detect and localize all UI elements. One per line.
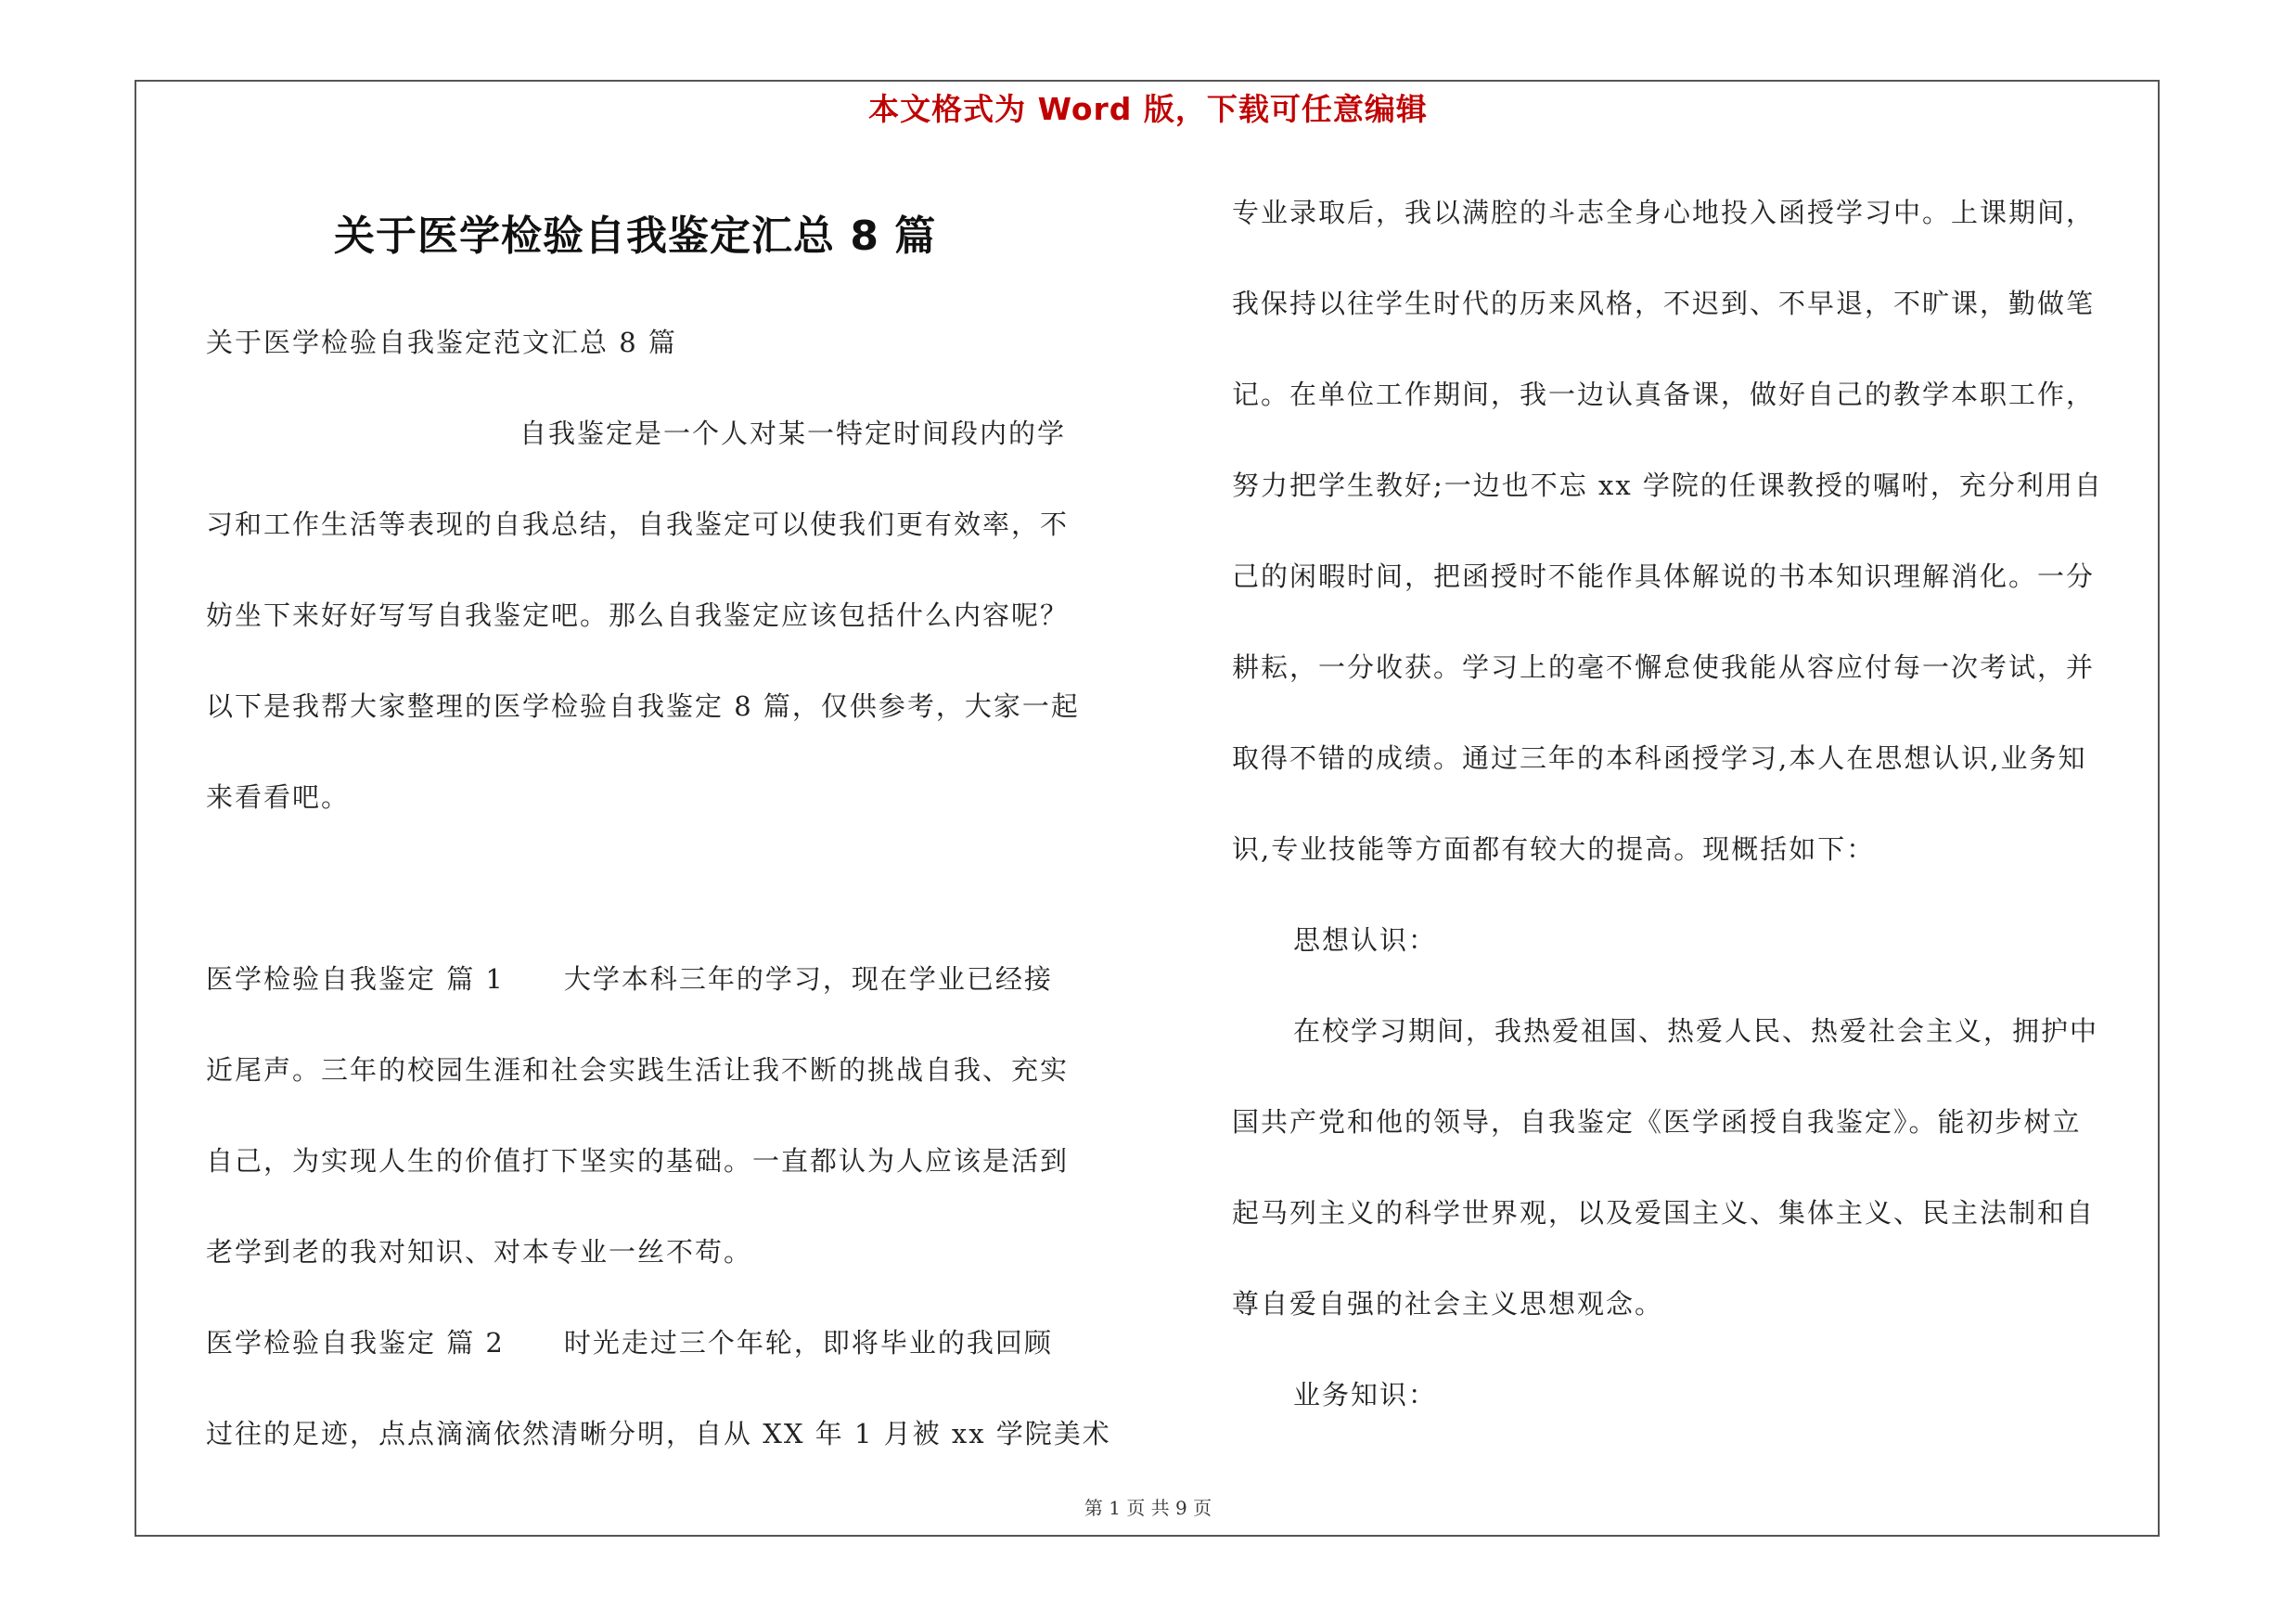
right-line: 我保持以往学生时代的历来风格，不迟到、不早退，不旷课，勤做笔 <box>1232 288 2096 319</box>
intro-line: 来看看吧。 <box>206 781 351 813</box>
right-line: 己的闲暇时间，把函授时不能作具体解说的书本知识理解消化。一分 <box>1232 560 2096 592</box>
intro-line: 妨坐下来好好写写自我鉴定吧。那么自我鉴定应该包括什么内容呢？ <box>206 599 1070 631</box>
intro-line: 以下是我帮大家整理的医学检验自我鉴定 8 篇，仅供参考，大家一起 <box>206 690 1080 722</box>
format-banner: 本文格式为 Word 版，下载可任意编辑 <box>868 91 1428 127</box>
intro-line: 自我鉴定是一个人对某一特定时间段内的学 <box>519 418 1067 449</box>
section-1-line: 老学到老的我对知识、对本专业一丝不苟。 <box>206 1236 753 1268</box>
page-footer: 第 1 页 共 9 页 <box>1084 1497 1212 1519</box>
heading-business: 业务知识： <box>1293 1379 1438 1410</box>
section-1-heading: 医学检验自我鉴定 篇 1 <box>206 963 505 995</box>
right-line: 耕耘，一分收获。学习上的毫不懈怠使我能从容应付每一次考试，并 <box>1232 651 2096 683</box>
thought-line: 尊自爱自强的社会主义思想观念。 <box>1232 1288 1664 1320</box>
document-title: 关于医学检验自我鉴定汇总 8 篇 <box>334 213 937 260</box>
section-2-first-line <box>206 1297 1148 1388</box>
left-column <box>206 176 1148 1479</box>
paragraph-spacer <box>206 843 1148 934</box>
intro-line: 习和工作生活等表现的自我总结，自我鉴定可以使我们更有效率，不 <box>206 509 1070 540</box>
thought-line: 起马列主义的科学世界观，以及爱国主义、集体主义、民主法制和自 <box>1232 1197 2096 1229</box>
section-1-line: 近尾声。三年的校园生涯和社会实践生活让我不断的挑战自我、充实 <box>206 1054 1070 1086</box>
right-line: 努力把学生教好;一边也不忘 xx 学院的任课教授的嘱咐，充分利用自 <box>1232 470 2103 501</box>
section-1-text: 大学本科三年的学习，现在学业已经接 <box>563 963 1053 995</box>
right-line: 识,专业技能等方面都有较大的提高。现概括如下： <box>1232 833 1876 865</box>
section-1-first-line <box>206 934 1148 1024</box>
section-2-line: 过往的足迹，点点滴滴依然清晰分明，自从 XX 年 1 月被 xx 学院美术 <box>206 1418 1111 1449</box>
right-line: 取得不错的成绩。通过三年的本科函授学习,本人在思想认识,业务知 <box>1232 742 2087 774</box>
right-line: 专业录取后，我以满腔的斗志全身心地投入函授学习中。上课期间， <box>1232 197 2096 228</box>
thought-line: 国共产党和他的领导，自我鉴定《医学函授自我鉴定》。能初步树立 <box>1232 1106 2082 1138</box>
section-2-text: 时光走过三个年轮，即将毕业的我回顾 <box>563 1327 1053 1359</box>
heading-thought: 思想认识： <box>1293 924 1438 956</box>
section-1-line: 自己，为实现人生的价值打下坚实的基础。一直都认为人应该是活到 <box>206 1145 1070 1177</box>
right-column <box>1232 167 2158 1440</box>
section-2-heading: 医学检验自我鉴定 篇 2 <box>206 1327 505 1359</box>
subtitle: 关于医学检验自我鉴定范文汇总 8 篇 <box>206 327 677 358</box>
thought-first-line: 在校学习期间，我热爱祖国、热爱人民、热爱社会主义，拥护中 <box>1293 1015 2099 1047</box>
right-line: 记。在单位工作期间，我一边认真备课，做好自己的教学本职工作， <box>1232 379 2096 410</box>
